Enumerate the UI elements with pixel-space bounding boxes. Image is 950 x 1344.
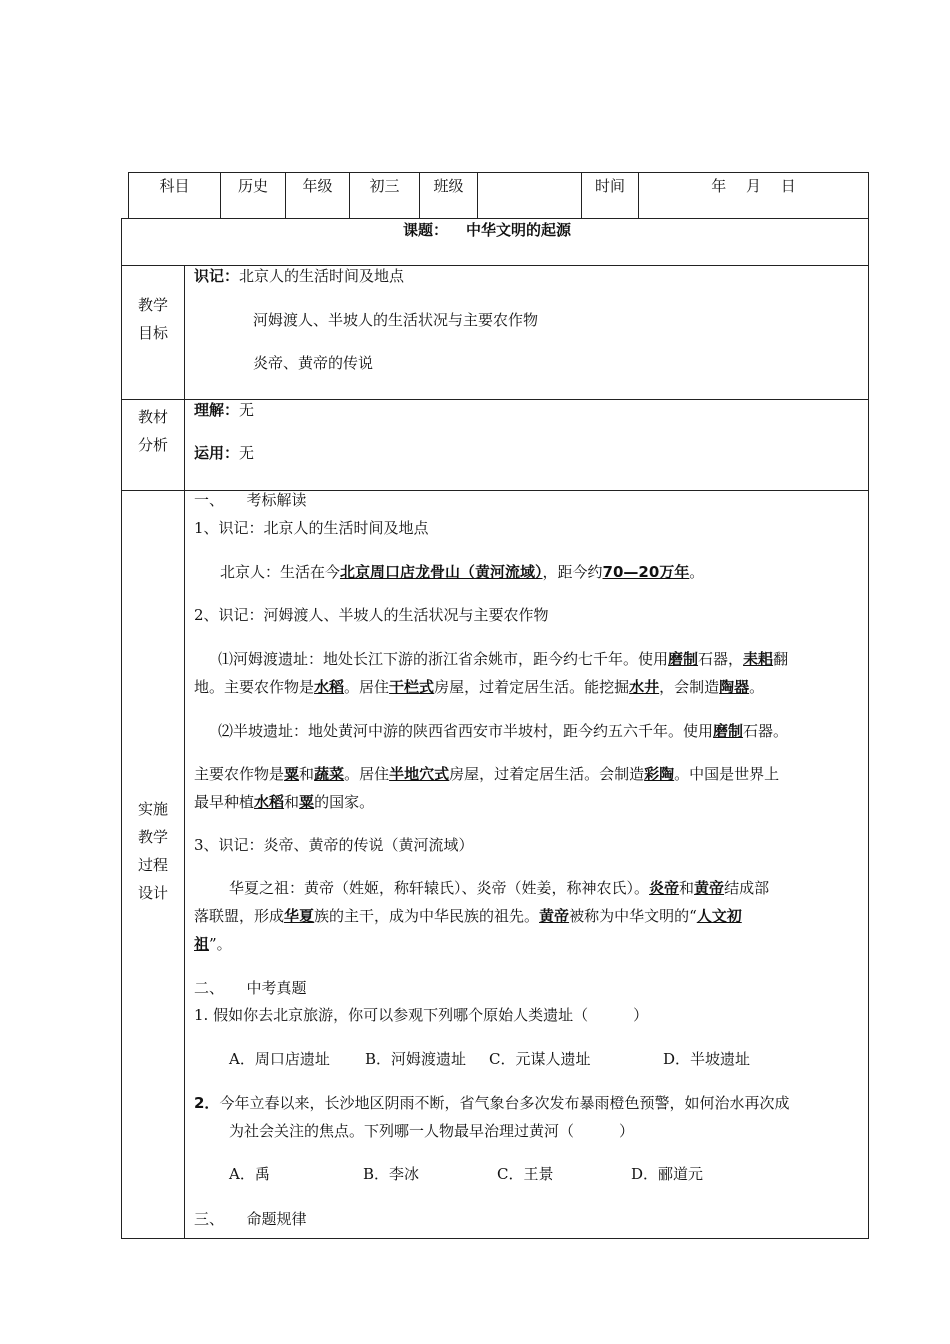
- grade-label: 年级: [286, 173, 350, 219]
- question-1-option-c: C．元谋人遗址: [489, 1050, 591, 1068]
- section-heading-3: 三、 命题规律: [194, 1210, 307, 1228]
- goals-line1: 识记：北京人的生活时间及地点: [194, 267, 405, 285]
- understand-line: 理解：无: [194, 401, 255, 419]
- section-heading-1: 一、 考标解读: [194, 491, 307, 509]
- question-2-cont: 为社会关注的焦点。下列哪一人物最早治理过黄河（ ）: [229, 1122, 635, 1140]
- question-1: 1. 假如你去北京旅游，你可以参观下列哪个原始人类遗址（ ）: [194, 1006, 649, 1024]
- process-label: 实施 教学 过程 设计: [137, 800, 168, 902]
- hemudu-line-1: ⑴河姆渡遗址：地处长江下游的浙江省余姚市，距今约七千年。使用磨制石器，耒耜翻: [218, 650, 789, 668]
- point-1-title: 1、识记：北京人的生活时间及地点: [194, 519, 429, 537]
- question-2-option-d: D．郦道元: [631, 1165, 704, 1183]
- peking-man-line: 北京人：生活在今北京周口店龙骨山（黄河流域），距今约70—20万年。: [220, 563, 705, 581]
- question-2-option-a: A．禹: [229, 1165, 270, 1183]
- goals-line2: 河姆渡人、半坡人的生活状况与主要农作物: [253, 311, 539, 329]
- analysis-label: 教材 分析: [137, 408, 168, 454]
- header-table: [128, 172, 869, 219]
- question-1-option-d: D．半坡遗址: [663, 1050, 751, 1068]
- question-2-option-c: C．王景: [497, 1165, 554, 1183]
- huaxia-line-3: 祖”。: [194, 935, 232, 953]
- banpo-line-2: 主要农作物是粟和蔬菜。居住半地穴式房屋，过着定居生活。会制造彩陶。中国是世界上: [194, 765, 780, 783]
- grade-value: 初三: [350, 173, 420, 219]
- class-label: 班级: [420, 173, 478, 219]
- time-label: 时间: [582, 173, 639, 219]
- point-2-title: 2、识记：河姆渡人、半坡人的生活状况与主要农作物: [194, 606, 549, 624]
- date-value: 年 月 日: [639, 173, 869, 219]
- banpo-line-1: ⑵半坡遗址：地处黄河中游的陕西省西安市半坡村，距今约五六千年。使用磨制石器。: [218, 722, 789, 740]
- goals-line3: 炎帝、黄帝的传说: [253, 354, 374, 372]
- subject-label: 科目: [129, 173, 221, 219]
- question-1-option-a: A．周口店遗址: [229, 1050, 330, 1068]
- lesson-title: 课题： 中华文明的起源: [403, 221, 572, 239]
- hemudu-line-2: 地。主要农作物是水稻。居住干栏式房屋，过着定居生活。能挖掘水井，会制造陶器。: [194, 678, 765, 696]
- apply-line: 运用：无: [194, 444, 255, 462]
- point-3-title: 3、识记：炎帝、黄帝的传说（黄河流域）: [194, 836, 474, 854]
- class-value: [478, 173, 582, 219]
- goals-label: 教学 目标: [137, 296, 168, 342]
- huaxia-line-2: 落联盟，形成华夏族的主干，成为中华民族的祖先。黄帝被称为中华文明的“人文初: [194, 907, 742, 925]
- huaxia-line-1: 华夏之祖：黄帝（姓姬，称轩辕氏）、炎帝（姓姜，称神农氏）。炎帝和黄帝结成部: [229, 879, 770, 897]
- section-heading-2: 二、 中考真题: [194, 979, 307, 997]
- question-2: 2．今年立春以来，长沙地区阴雨不断，省气象台多次发布暴雨橙色预警，如何治水再次成: [194, 1094, 790, 1112]
- question-2-option-b: B．李冰: [363, 1165, 420, 1183]
- question-1-option-b: B．河姆渡遗址: [365, 1050, 467, 1068]
- subject-value: 历史: [221, 173, 286, 219]
- banpo-line-3: 最早种植水稻和粟的国家。: [194, 793, 375, 811]
